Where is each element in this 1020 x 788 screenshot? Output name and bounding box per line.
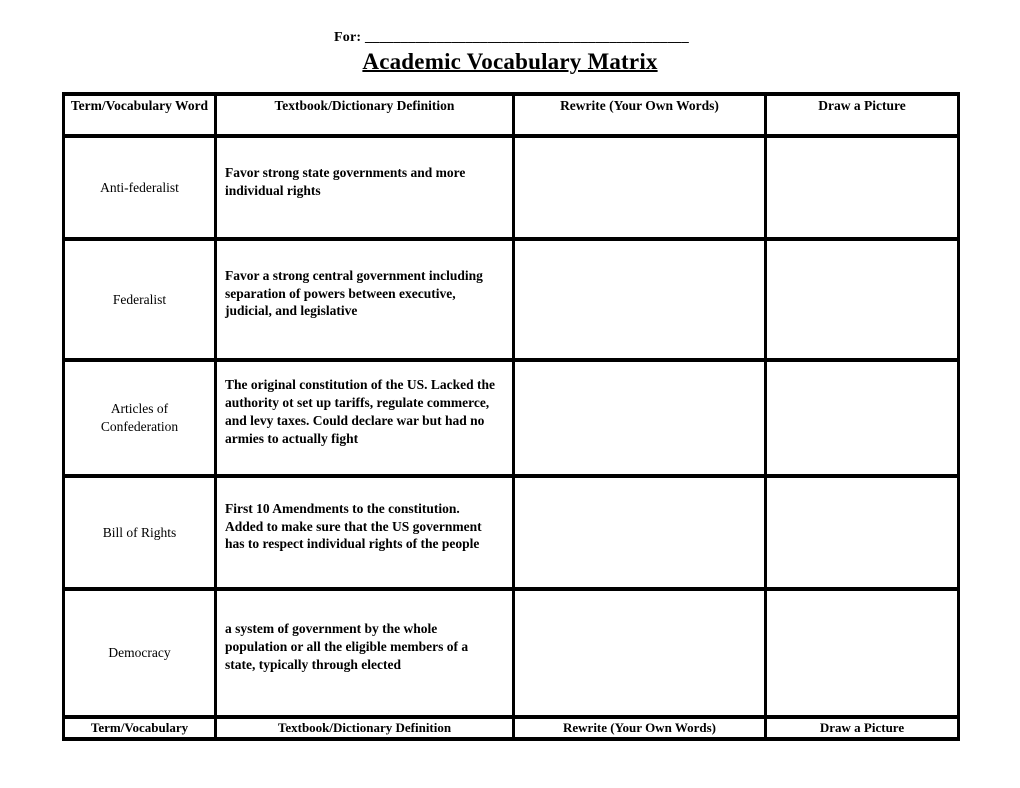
vocab-rows [64,136,959,717]
header-cell-3: Draw a Picture [766,94,959,136]
page-header [334,0,689,75]
vocab-row [64,239,959,360]
picture-cell [766,589,959,717]
page-title: Academic Vocabulary Matrix [362,49,658,74]
rewrite-cell [514,589,766,717]
definition-cell: Favor strong state governments and more individual rights [216,136,514,239]
term-cell: Bill of Rights [64,476,216,589]
rewrite-cell [514,476,766,589]
footer-cell-1: Textbook/Dictionary Definition [216,717,514,739]
term-cell: Federalist [64,239,216,360]
header-cell-0: Term/Vocabulary Word [64,94,216,136]
rewrite-cell [514,360,766,476]
vocab-row [64,360,959,476]
vocab-row [64,476,959,589]
for-line [334,30,689,46]
footer-row [64,717,959,739]
header-row [64,94,959,136]
rewrite-cell [514,239,766,360]
definition-cell: a system of government by the whole population or all the eligible members of a state, typically through elected [216,589,514,717]
picture-cell [766,360,959,476]
picture-cell [766,476,959,589]
for-label: For: [334,30,362,45]
footer-cell-2: Rewrite (Your Own Words) [514,717,766,739]
rewrite-cell [514,136,766,239]
vocab-row [64,589,959,717]
term-cell: Articles of Confederation [64,360,216,476]
definition-cell: Favor a strong central government including separation of powers between executive, judicial, and legislative [216,239,514,360]
header-cell-1: Textbook/Dictionary Definition [216,94,514,136]
term-cell: Anti-federalist [64,136,216,239]
footer-cell-0: Term/Vocabulary [64,717,216,739]
definition-cell: First 10 Amendments to the constitution. Added to make sure that the US government has to respect individual rights of the people [216,476,514,589]
vocab-row [64,136,959,239]
footer-cell-3: Draw a Picture [766,717,959,739]
for-blank-line: _____________________________________________ [364,30,689,45]
picture-cell [766,136,959,239]
picture-cell [766,239,959,360]
definition-cell: The original constitution of the US. Lacked the authority ot set up tariffs, regulate commerce, and levy taxes. Could declare war but had no armies to actually fight [216,360,514,476]
term-cell: Democracy [64,589,216,717]
header-cell-2: Rewrite (Your Own Words) [514,94,766,136]
vocab-matrix-table [62,92,960,741]
